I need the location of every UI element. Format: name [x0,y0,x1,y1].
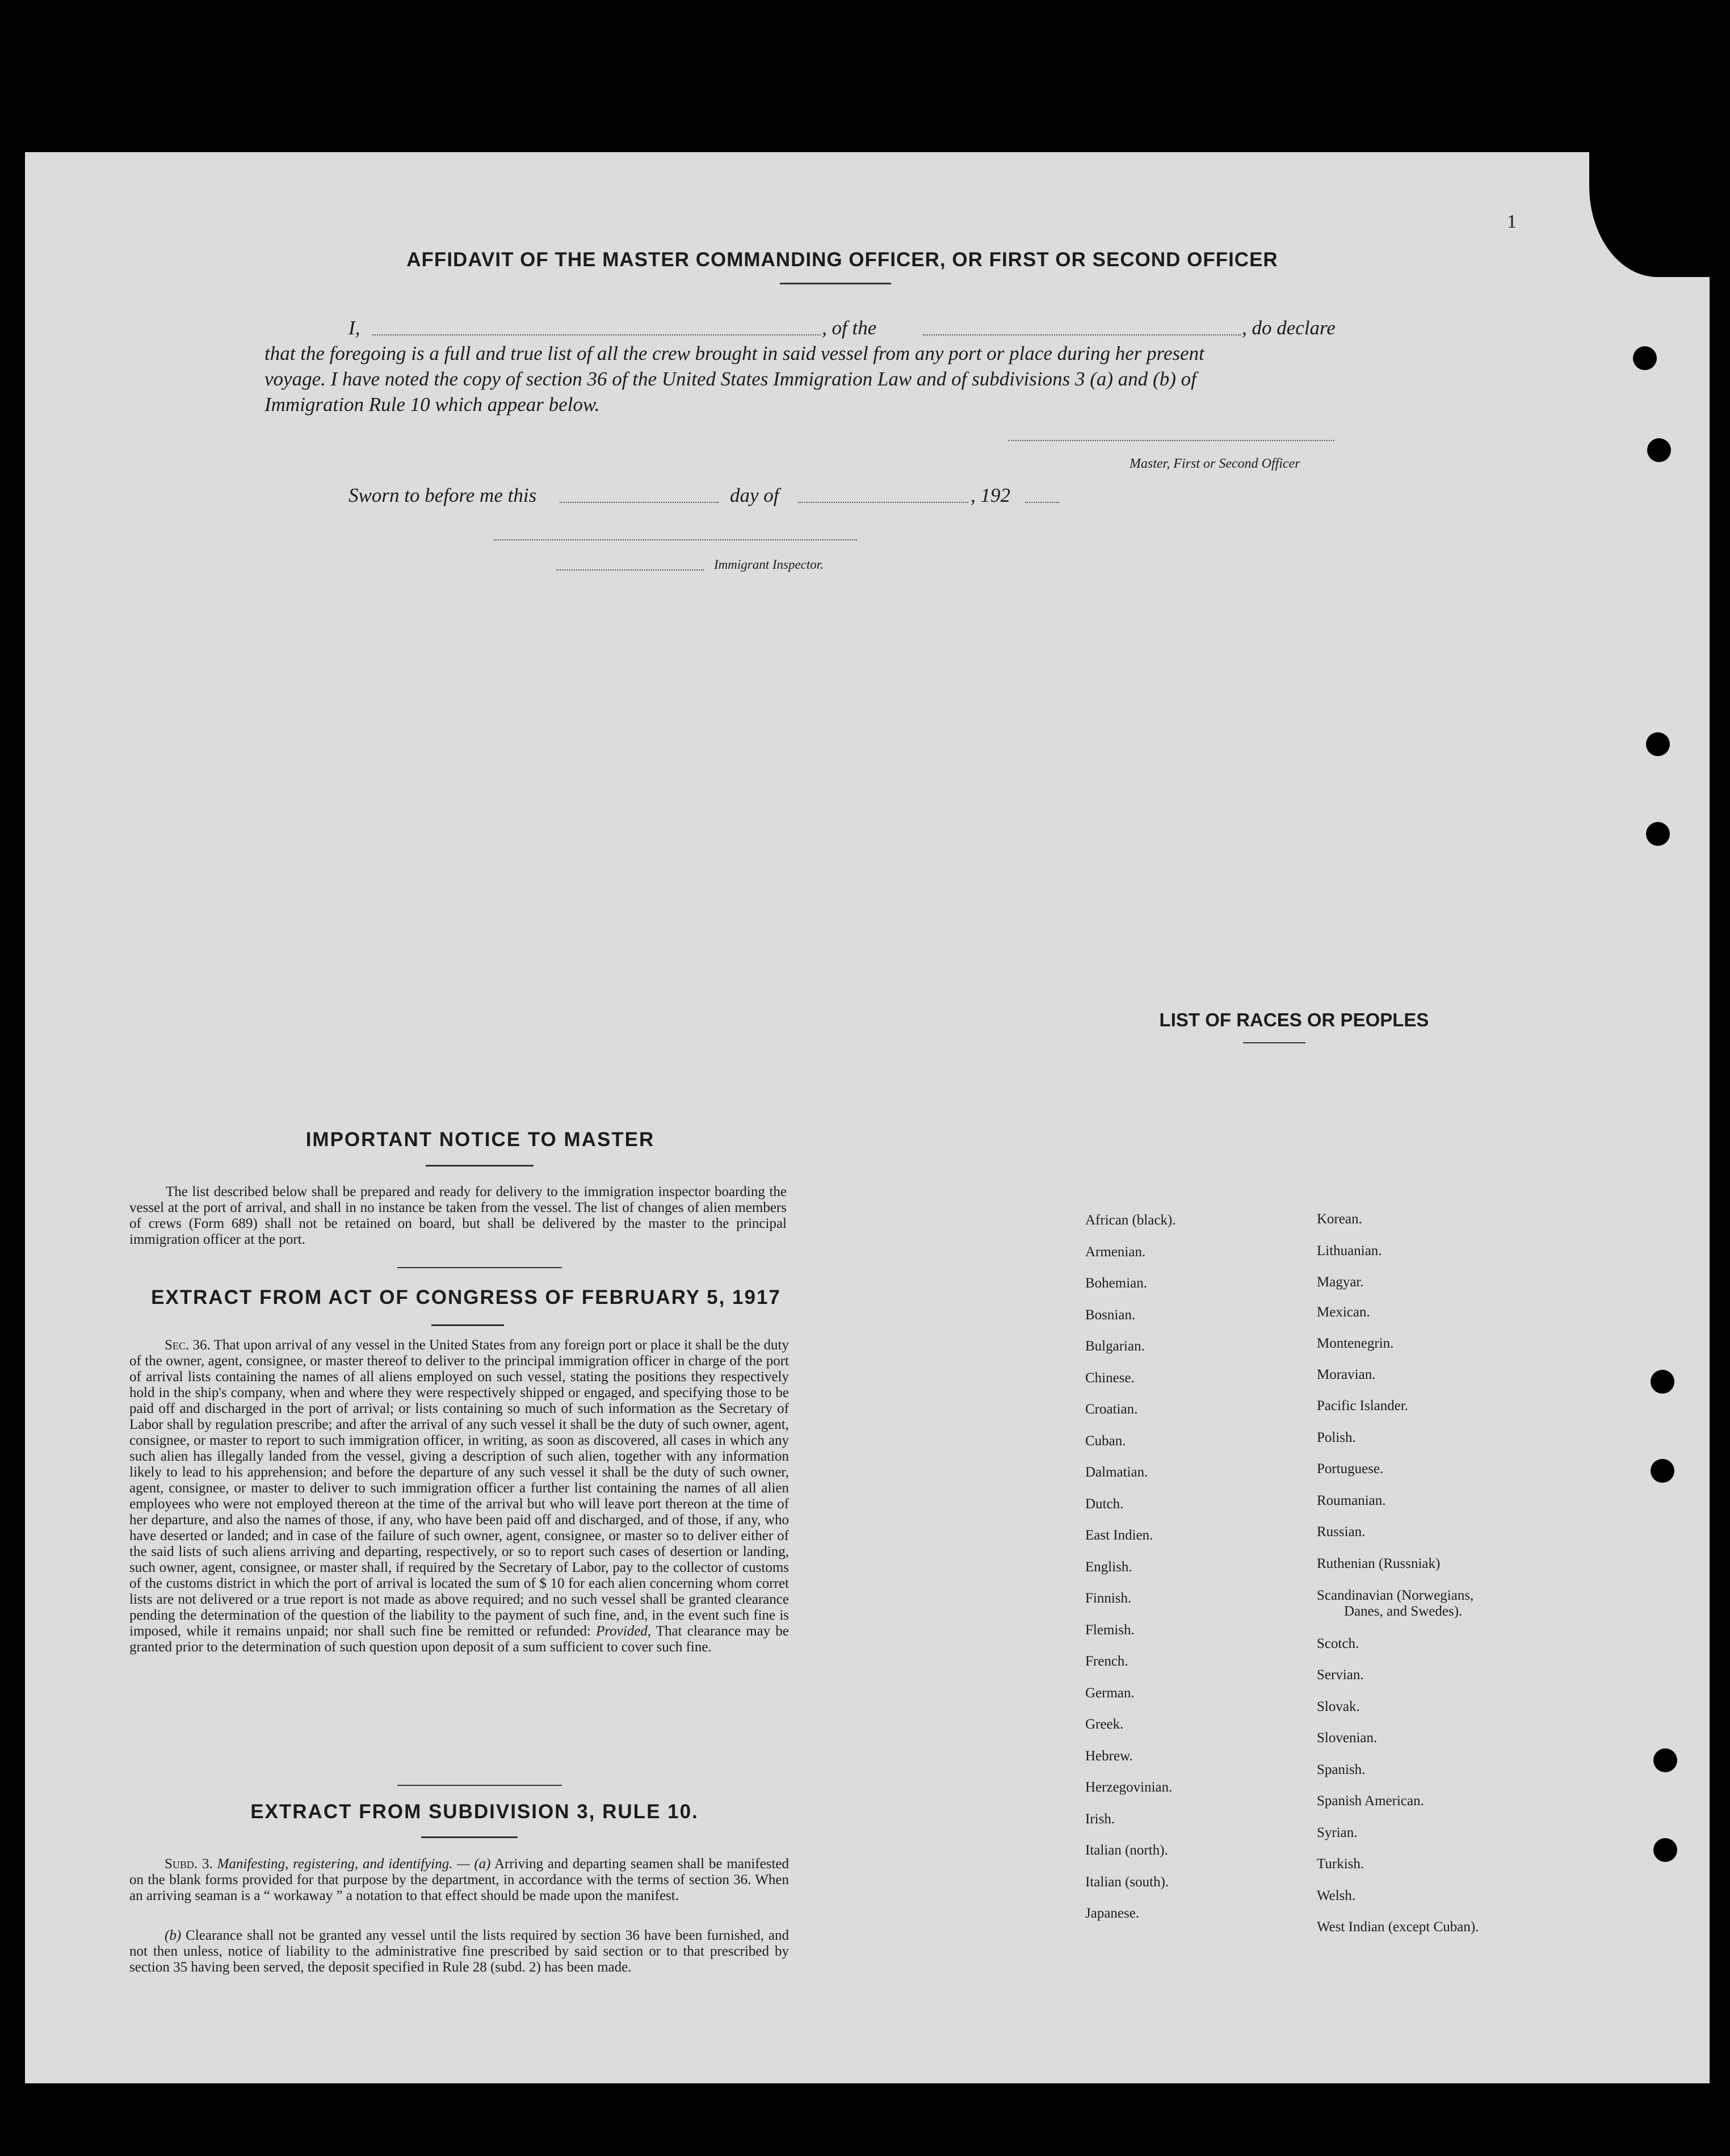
race-item: Bosnian. [1085,1307,1136,1323]
section-label: Sec. 36. [165,1337,211,1353]
sworn-line [264,483,1354,509]
affidavit-line-2: that the foregoing is a full and true list of all the crew brought in said vessel from any port or place during her present [264,342,1204,364]
race-item: French. [1085,1654,1128,1669]
race-item: Flemish. [1085,1622,1135,1638]
act-extract-title: EXTRACT FROM ACT OF CONGRESS OF FEBRUARY 5, 1917 [151,1286,781,1308]
race-item: Servian. [1317,1667,1364,1683]
race-item: West Indian (except Cuban). [1317,1919,1479,1935]
page-corner-mark: 1 [1507,211,1517,232]
race-item: Croatian. [1085,1402,1138,1417]
signature-blank[interactable] [1008,440,1334,441]
provided-label: Provided, [596,1624,652,1639]
section-text: That upon arrival of any vessel in the United States from any foreign port or place it shall be the duty of the owner, agent, consignee, or master thereof to deliver to the principal immigration officer in charge of the port of arrival lists containing the names of all aliens employed on such vessel, stating the positions they respectively hold in the ship's company, when and where they were respectively shipped or engaged, and specifying those to be paid off and discharged in the port of arrival; or lists containing so much of such information as the Secretary of Labor shall by regulation prescribe; and after the arrival of any such vessel it shall be the duty of such owner, agent, consignee, or master to report to such immigration officer, in writing, as soon as discovered, all cases in which any such alien has illegally landed from the vessel, giving a description of such alien, together with any information likely to lead to his apprehension; and before the departure of any such vessel it shall be the duty of such owner, agent, consignee, or master to deliver to such immigration officer a further list containing the names of all alien employees who were not employed thereon at the time of the arrival but who will leave port thereon at the time of her departure, and also the names of those, if any, who have been paid off and discharged, and of those, if any, who have deserted or landed; and in case of the failure of such owner, agent, consignee, or master so to deliver either of the said lists of such aliens arriving and departing, respectively, or so to report such cases of desertion or landing, such owner, agent, consignee, or master shall, if required by the Secretary of Labor, pay to the collector of customs of the customs district in which the port of arrival is located the sum of $ 10 for each alien concerning whom corret lists are not delivered or a true report is not made as above required; and no such vessel shall be granted clearance pending the determination of the question of the liability to the payment of such fine, and, in the event such fine is imposed, while it remains unpaid; nor shall such fine be remitted or refunded: [129,1337,789,1639]
race-item: Hebrew. [1085,1748,1133,1764]
race-item: Chinese. [1085,1370,1135,1386]
race-item: Armenian. [1085,1244,1146,1260]
race-item: Finnish. [1085,1591,1132,1606]
para-b-label: (b) [165,1928,182,1943]
punch-hole [1651,1459,1674,1483]
affidavit-line-4: Immigration Rule 10 which appear below. [264,393,600,416]
race-item: Polish. [1317,1430,1356,1445]
sworn-day-blank[interactable] [560,502,719,503]
act-extract-body [129,1337,789,1655]
notice-divider [397,1267,562,1268]
race-item: Cuban. [1085,1433,1126,1449]
race-item: German. [1085,1685,1135,1701]
race-item: Italian (south). [1085,1874,1169,1890]
rule-extract-title: EXTRACT FROM SUBDIVISION 3, RULE 10. [250,1801,699,1823]
race-item: Danes, and Swedes). [1344,1604,1463,1619]
title-underline [780,283,891,284]
of-the-label: , of the [822,317,877,339]
race-item: Spanish American. [1317,1793,1424,1809]
race-item: Bohemian. [1085,1276,1148,1291]
inspector-signature-blank[interactable] [494,539,857,540]
race-item: Montenegrin. [1317,1336,1394,1351]
race-item: Portuguese. [1317,1461,1384,1477]
race-item: Scotch. [1317,1636,1359,1651]
punch-hole [1651,1370,1674,1394]
notice-body: The list described below shall be prepared and ready for delivery to the immigration inspector boarding the vessel at the port of arrival, and shall in no instance be taken from the vessel. The list of changes of alien members of crews (Form 689) shall not be retained on board, but shall be delivered by the master to the principal immigration officer at the port. [129,1184,787,1247]
race-item: Bulgarian. [1085,1339,1145,1354]
rule-para-b [129,1928,789,1975]
para-a-label: — (a) [457,1856,491,1872]
race-item: Roumanian. [1317,1493,1386,1508]
race-item: Magyar. [1317,1274,1364,1290]
races-title-underline [1243,1042,1305,1043]
year-blank[interactable] [1025,502,1059,503]
race-item: Greek. [1085,1717,1124,1732]
day-of-label: day of [730,484,779,506]
act-title-underline [431,1324,504,1326]
rule-title-underline [421,1836,518,1838]
race-item: Slovenian. [1317,1730,1378,1746]
declarant-prefix: I, [348,317,360,339]
act-divider [397,1785,562,1786]
punch-hole [1646,822,1670,846]
punch-hole [1633,346,1657,370]
year-label: , 192 [971,484,1010,506]
punch-hole [1653,1838,1677,1862]
race-item: English. [1085,1559,1132,1575]
race-item: Pacific Islander. [1317,1398,1409,1413]
race-item: Italian (north). [1085,1843,1168,1858]
race-item: Korean. [1317,1211,1362,1227]
inspector-prefix-blank[interactable] [556,569,704,571]
race-item: Welsh. [1317,1888,1356,1903]
section-text-end: That clearance may be granted prior to the determination of such question upon deposit of a sum sufficient to cover such fine. [129,1624,789,1655]
race-item: Dalmatian. [1085,1465,1148,1480]
para-a-text: Arriving and departing seamen shall be manifested on the blank forms provided for that purpose by the department, in accordance with the terms of section 36. When an arriving seaman is a “ workaway ” a notation to that effect should be made upon the manifest. [129,1856,789,1903]
punch-hole [1647,438,1671,462]
rule-para-a [129,1856,789,1904]
race-item: Turkish. [1317,1856,1364,1872]
declarant-name-blank[interactable] [372,334,821,335]
vessel-name-blank[interactable] [923,334,1241,335]
sworn-month-blank[interactable] [798,502,968,503]
punch-hole [1646,732,1670,756]
race-item: Syrian. [1317,1825,1358,1840]
race-item: Herzegovinian. [1085,1780,1173,1795]
race-item: Slovak. [1317,1699,1360,1714]
inspector-label: Immigrant Inspector. [714,557,824,572]
sworn-label: Sworn to before me this [348,484,537,506]
race-item: Moravian. [1317,1367,1376,1382]
subd-label: Subd. 3. [165,1856,213,1872]
race-item: Japanese. [1085,1906,1140,1921]
race-item: Ruthenian (Russniak) [1317,1556,1441,1571]
race-item: Scandinavian (Norwegians, [1317,1588,1474,1603]
para-b-text: Clearance shall not be granted any vessel until the lists required by section 36 have been furnished, and not then unless, notice of liability to the administrative fine prescribed by said section or to that prescribed by section 35 having been served, the deposit specified in Rule 28 (subd. 2) has been made. [129,1928,790,1975]
race-item: Spanish. [1317,1762,1366,1777]
signature-label: Master, First or Second Officer [1129,456,1300,471]
race-item: East Indien. [1085,1528,1153,1543]
notice-title-underline [426,1165,534,1167]
form-sheet [25,152,1710,2083]
affidavit-line-1 [264,315,1354,341]
races-title: LIST OF RACES OR PEOPLES [1159,1009,1429,1030]
affidavit-line-3: voyage. I have noted the copy of section 36 of the United States Immigration Law and of subdivisions 3 (a) and (b) of [264,368,1196,390]
race-item: African (black). [1085,1213,1176,1228]
race-item: Lithuanian. [1317,1243,1382,1259]
race-item: Irish. [1085,1811,1115,1827]
affidavit-title: AFFIDAVIT OF THE MASTER COMMANDING OFFICER, OR FIRST OR SECOND OFFICER [406,249,1278,271]
race-item: Dutch. [1085,1496,1124,1512]
race-item: Russian. [1317,1524,1366,1540]
punch-hole [1653,1748,1677,1772]
notice-title: IMPORTANT NOTICE TO MASTER [305,1129,655,1151]
race-item: Mexican. [1317,1304,1370,1320]
subd-heading: Manifesting, registering, and identifying. [217,1856,453,1872]
declare-label: , do declare [1242,317,1336,339]
